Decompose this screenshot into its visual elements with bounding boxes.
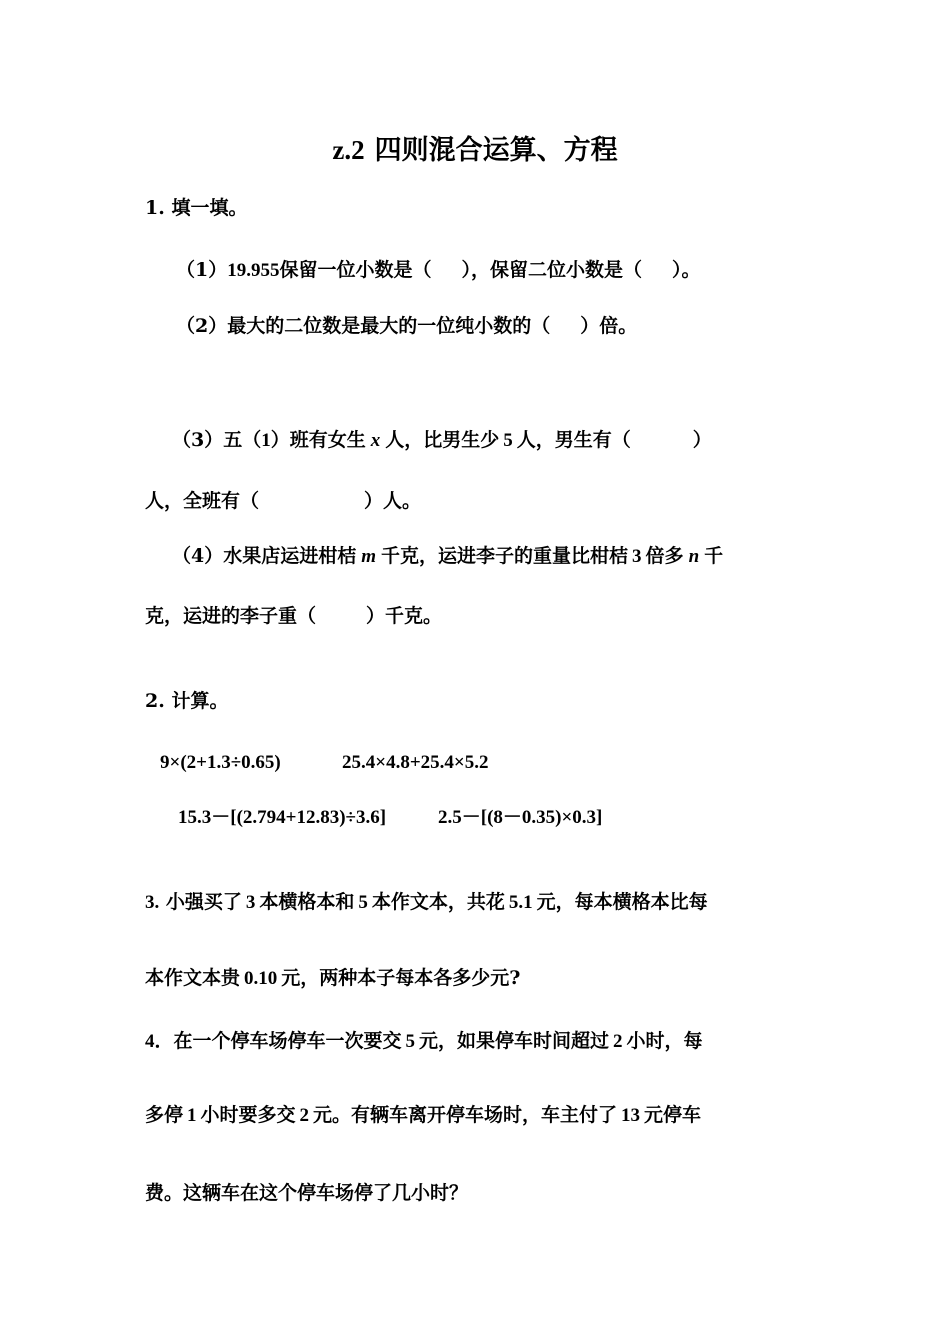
q1-item4-line2-a: 克，运进的李子重（ xyxy=(145,605,317,627)
q3-text-a: 小强买了 xyxy=(165,891,242,913)
q2-expr3-text: 15.3－[(2.794+12.83)÷3.6] xyxy=(178,807,387,828)
q1-item4-text-d: 千 xyxy=(704,545,724,567)
q1-item1-number: 19.955 xyxy=(227,260,280,281)
q1-item4-num: 3 xyxy=(632,546,642,567)
q1-item3-text-c: 人，比男生少 xyxy=(385,429,500,451)
q4-text-c: 小时，每 xyxy=(626,1030,703,1052)
q1-item3-line2-b: ）人。 xyxy=(364,490,422,512)
q1-item2-text-b: ）倍。 xyxy=(580,315,638,337)
q2-expr4 xyxy=(438,805,602,831)
q1-item3-text-d: 人，男生有（ xyxy=(516,429,631,451)
q4-line2-d: 元停车 xyxy=(644,1104,702,1126)
q3-n2: 5 xyxy=(358,892,368,913)
q3-text-c: 本作文本，共花 xyxy=(371,891,505,913)
q3-number: 3. xyxy=(145,892,160,913)
q1-item3-text-a: 五（ xyxy=(223,429,262,451)
q1-item4-var-m: m xyxy=(361,546,377,567)
q1-item1 xyxy=(176,257,701,284)
q2-heading xyxy=(145,688,228,714)
title-code: z.2 xyxy=(332,135,365,165)
q1-item3-line2-a: 人，全班有（ xyxy=(145,490,260,512)
q3-n4: 0.10 xyxy=(244,968,278,989)
q3-n3: 5.1 xyxy=(508,892,533,913)
q3-n1: 3 xyxy=(245,892,256,913)
q4-text-b: 元，如果停车时间超过 xyxy=(419,1030,610,1052)
q2-heading-text: 2. 计算。 xyxy=(145,690,229,712)
q1-item3-prefix: （3） xyxy=(172,429,224,451)
q3-line1 xyxy=(145,889,708,916)
q1-item4-text-c: 倍多 xyxy=(645,545,684,567)
q4-line2-c: 元。有辆车离开停车场时，车主付了 xyxy=(313,1104,618,1126)
q1-item2-prefix: （2） xyxy=(176,315,228,337)
q2-expr4-text: 2.5－[(8－0.35)×0.3] xyxy=(438,807,603,828)
q1-heading-text: 1. 填一填。 xyxy=(145,197,248,219)
q1-item4-line2-b: ）千克。 xyxy=(366,605,443,627)
q1-item4-line2 xyxy=(145,603,442,629)
q3-text-b: 本横格本和 xyxy=(259,891,355,913)
q1-item2 xyxy=(176,313,637,339)
title-text: 四则混合运算、方程 xyxy=(374,135,618,166)
q3-line2-a: 本作文本贵 xyxy=(145,967,241,989)
q3-text-d: 元，每本横格本比每 xyxy=(536,891,708,913)
q4-n5: 13 xyxy=(621,1105,641,1126)
q1-item4-text-b: 千克，运进李子的重量比柑桔 xyxy=(381,545,629,567)
q1-item4-prefix: （4） xyxy=(172,545,224,567)
q2-expr2 xyxy=(342,750,488,776)
q4-line2-b: 小时要多交 xyxy=(200,1104,296,1126)
q1-item4-line1 xyxy=(172,543,723,570)
q1-heading xyxy=(145,195,247,221)
q4-n2: 2 xyxy=(613,1031,623,1052)
q1-item3-class-num: 1 xyxy=(261,430,271,451)
q1-item3-text-b: ）班有女生 xyxy=(270,429,366,451)
q1-item3-line2 xyxy=(145,488,421,514)
q3-line2 xyxy=(145,965,520,992)
q1-item1-prefix: （1） xyxy=(176,259,228,281)
q1-item3-num: 5 xyxy=(503,430,513,451)
q3-line2-b: 元，两种本子每本各多少元? xyxy=(281,967,521,989)
q1-item1-text-c: ）。 xyxy=(672,259,701,281)
q2-expr1-text: 9×(2+1.3÷0.65) xyxy=(160,752,281,773)
q1-item4-text-a: 水果店运进柑桔 xyxy=(223,545,357,567)
q4-line2 xyxy=(145,1102,701,1129)
q4-n4: 2 xyxy=(299,1105,310,1126)
page-title xyxy=(0,133,950,168)
q1-item4-var-n: n xyxy=(688,546,700,567)
q4-line3 xyxy=(145,1180,468,1206)
q1-item1-text-a: 保留一位小数是（ xyxy=(279,259,432,281)
q1-item2-text-a: 最大的二位数是最大的一位纯小数的（ xyxy=(227,315,551,337)
q1-item3-text-e: ） xyxy=(692,429,712,451)
q4-number: 4． xyxy=(145,1031,174,1052)
q4-n1: 5 xyxy=(405,1031,416,1052)
q1-item1-text-b: ），保留二位小数是（ xyxy=(461,259,643,281)
q2-expr3 xyxy=(178,805,386,831)
q1-item3-var-x: x xyxy=(370,430,381,451)
q4-text-a: 在一个停车场停车一次要交 xyxy=(173,1030,402,1052)
q4-n3: 1 xyxy=(187,1105,197,1126)
q2-expr1 xyxy=(160,750,281,776)
q1-item3-line1 xyxy=(172,427,712,454)
q4-line2-a: 多停 xyxy=(145,1104,184,1126)
q4-line1 xyxy=(145,1028,703,1055)
q4-line3-text: 费。这辆车在这个停车场停了几小时？ xyxy=(145,1182,469,1204)
q2-expr2-text: 25.4×4.8+25.4×5.2 xyxy=(342,752,489,773)
